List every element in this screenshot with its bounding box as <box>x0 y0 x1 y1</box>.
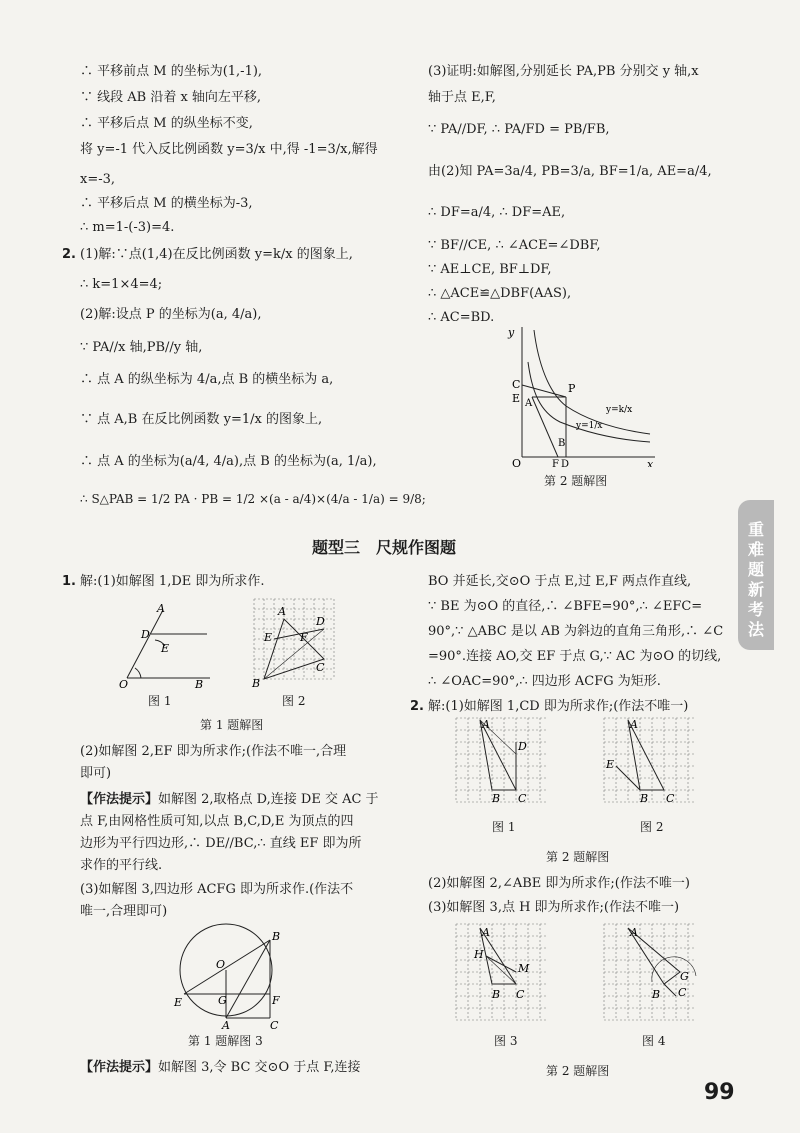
text-line: (2)如解图 2,∠ABE 即为所求作;(作法不唯一) <box>428 876 690 891</box>
label-B: B <box>558 438 566 449</box>
label-O: O <box>119 678 129 691</box>
text-line: ∵ BE 为⊙O 的直径,∴ ∠BFE=90°,∴ ∠EFC= <box>428 599 703 614</box>
label-D: D <box>141 628 150 641</box>
label-O: O <box>216 958 226 971</box>
text-line: 解:(1)如解图 1,DE 即为所求作. <box>80 574 265 589</box>
text-line: (3)如解图 3,四边形 ACFG 即为所求作.(作法不 <box>80 882 354 897</box>
label-D: D <box>316 615 325 628</box>
label-D: D <box>561 459 570 467</box>
label-A: A <box>222 1019 230 1030</box>
page-number: 99 <box>704 1080 735 1105</box>
fig1-caption: 图 1 <box>148 694 172 708</box>
text-line: (2)解:设点 P 的坐标为(a, 4/a), <box>80 307 262 322</box>
figure-2-grid <box>250 595 340 687</box>
label-A: A <box>630 926 638 939</box>
label-C: C <box>316 661 325 674</box>
label-B: B <box>492 988 501 1001</box>
label-E: E <box>264 631 273 644</box>
line-cg <box>664 984 676 996</box>
fig3-caption: 第 1 题解图 3 <box>188 1034 263 1048</box>
figure-caption: 第 1 题解图 <box>200 718 264 732</box>
label-y: y <box>508 326 515 339</box>
line-ab <box>226 940 270 1018</box>
figure-q2-4 <box>600 920 700 1028</box>
label-B: B <box>252 677 261 687</box>
text-line: ∴ 点 A 的纵坐标为 4/a,点 B 的横坐标为 a, <box>80 372 334 387</box>
question-number: 2. <box>62 247 76 262</box>
section-title: 题型三 尺规作图题 <box>312 538 457 557</box>
text-line: ∴ S△PAB = 1/2 PA · PB = 1/2 ×(a - a/4)×(4/a - 1/a) = 9/8; <box>80 492 426 506</box>
label-A: A <box>278 605 286 618</box>
label-H: H <box>474 948 484 961</box>
text-line: ∴ 点 A 的坐标为(a/4, 4/a),点 B 的坐标为(a, 1/a), <box>80 454 377 469</box>
label-A: A <box>630 718 638 731</box>
text-line: BO 并延长,交⊙O 于点 E,过 E,F 两点作直线, <box>428 574 692 589</box>
ray-oa <box>127 610 163 678</box>
text-line: 将 y=-1 代入反比例函数 y=3/x 中,得 -1=3/x,解得 <box>80 142 378 157</box>
text-line: ∵ BF//CE, ∴ ∠ACE=∠DBF, <box>428 238 601 253</box>
label-E: E <box>512 392 521 405</box>
label-A: A <box>482 718 490 731</box>
label-C: C <box>516 988 525 1001</box>
curve-k <box>534 330 650 434</box>
text-line: ∴ DF=a/4, ∴ DF=AE, <box>428 205 566 220</box>
text-line: 90°,∵ △ABC 是以 AB 为斜边的直角三角形,∴ ∠C <box>428 624 724 639</box>
side-tab-char: 题 <box>747 560 764 579</box>
arc <box>135 668 141 678</box>
hint-label: 【作法提示】 <box>80 792 159 807</box>
label-B: B <box>195 678 204 691</box>
label-f1: y=1/x <box>576 421 603 431</box>
graph-caption: 第 2 题解图 <box>544 474 608 488</box>
q2-fig3-caption: 图 3 <box>494 1034 518 1048</box>
text-line: 如解图 3,令 BC 交⊙O 于点 F,连接 <box>158 1060 361 1075</box>
q2-figure-caption-2: 第 2 题解图 <box>546 1064 610 1078</box>
label-F: F <box>272 994 280 1007</box>
text-line: 如解图 2,取格点 D,连接 DE 交 AC 于 <box>158 792 379 807</box>
figure-1-angle <box>115 600 215 692</box>
label-C: C <box>518 792 527 805</box>
fig2-caption: 图 2 <box>282 694 306 708</box>
label-O: O <box>512 457 522 467</box>
function-graph <box>500 322 660 467</box>
label-C: C <box>666 792 675 805</box>
label-B: B <box>652 988 661 1001</box>
label-A: A <box>157 602 165 615</box>
label-A: A <box>525 398 533 409</box>
text-line: ∴ 平移前点 M 的坐标为(1,-1), <box>80 64 263 79</box>
text-line: ∴ ∠OAC=90°,∴ 四边形 ACFG 为矩形. <box>428 674 661 689</box>
side-tab <box>738 500 774 650</box>
label-G: G <box>680 970 689 983</box>
text-line: ∴ AC=BD. <box>428 310 495 325</box>
label-B: B <box>492 792 501 805</box>
side-tab-char: 考 <box>747 600 764 619</box>
text-line: (3)如解图 3,点 H 即为所求作;(作法不唯一) <box>428 900 680 915</box>
side-tab-char: 法 <box>747 620 764 639</box>
side-tab-char: 重 <box>747 520 764 539</box>
q2-fig2-caption: 图 2 <box>640 820 664 834</box>
label-P: P <box>568 382 576 395</box>
text-line: ∵ PA//DF, ∴ PA/FD = PB/FB, <box>428 122 610 137</box>
label-B: B <box>640 792 649 805</box>
figure-3-circle <box>170 918 295 1030</box>
text-line: ∴ △ACE≌△DBF(AAS), <box>428 286 572 301</box>
text-line: 求作的平行线. <box>80 858 163 873</box>
text-line: 解:(1)如解图 1,CD 即为所求作;(作法不唯一) <box>428 699 689 714</box>
label-D: D <box>518 740 527 753</box>
figure-q2-3 <box>452 920 552 1028</box>
text-line: ∴ 平移后点 M 的横坐标为-3, <box>80 196 253 211</box>
label-C: C <box>512 378 521 391</box>
text-line: ∴ k=1×4=4; <box>80 277 163 292</box>
text-line: 唯一,合理即可) <box>80 904 168 919</box>
side-tab-char: 新 <box>747 580 764 599</box>
label-E: E <box>174 996 183 1009</box>
label-fk: y=k/x <box>606 405 633 415</box>
text-line: =90°.连接 AO,交 EF 于点 G,∵ AC 为⊙O 的切线, <box>428 649 722 664</box>
text-line: 即可) <box>80 766 112 781</box>
line-ad <box>532 397 558 457</box>
hint-label: 【作法提示】 <box>80 1060 159 1075</box>
label-C: C <box>270 1019 279 1030</box>
side-tab-char: 难 <box>747 540 764 559</box>
label-B: B <box>272 930 281 943</box>
label-M: M <box>518 962 530 975</box>
figure-q2-2 <box>600 714 700 814</box>
text-line: (3)证明:如解图,分别延长 PA,PB 分别交 y 轴,x <box>428 64 699 79</box>
q2-fig1-caption: 图 1 <box>492 820 516 834</box>
text-line: ∴ m=1-(-3)=4. <box>80 220 175 235</box>
text-line: ∵ 线段 AB 沿着 x 轴向左平移, <box>80 90 262 105</box>
text-line: ∵ AE⊥CE, BF⊥DF, <box>428 262 552 277</box>
arc <box>652 957 696 982</box>
q2-fig4-caption: 图 4 <box>642 1034 666 1048</box>
label-F: F <box>300 631 308 644</box>
text-line: (1)解:∵点(1,4)在反比例函数 y=k/x 的图象上, <box>80 247 353 262</box>
label-G: G <box>218 994 227 1007</box>
text-line: x=-3, <box>80 172 116 187</box>
question-number: 2. <box>410 699 424 714</box>
label-E: E <box>606 758 615 771</box>
diameter-be <box>184 940 270 994</box>
label-x: x <box>647 458 654 467</box>
line-ef <box>274 629 324 639</box>
text-line: 点 F,由网格性质可知,以点 B,C,D,E 为顶点的四 <box>80 814 354 829</box>
figure-q2-1 <box>452 714 552 814</box>
text-line: ∵ 点 A,B 在反比例函数 y=1/x 的图象上, <box>80 412 323 427</box>
label-E: E <box>161 642 170 655</box>
text-line: 边形为平行四边形,∴ DE//BC,∴ 直线 EF 即为所 <box>80 836 362 851</box>
text-line: ∴ 平移后点 M 的纵坐标不变, <box>80 116 253 131</box>
text-line: (2)如解图 2,EF 即为所求作;(作法不唯一,合理 <box>80 744 347 759</box>
text-line: 轴于点 E,F, <box>428 90 496 105</box>
label-C: C <box>678 986 687 999</box>
q2-figure-caption: 第 2 题解图 <box>546 850 610 864</box>
label-F: F <box>552 459 559 467</box>
question-number: 1. <box>62 574 76 589</box>
text-line: 由(2)知 PA=3a/4, PB=3/a, BF=1/a, AE=a/4, <box>428 164 712 179</box>
text-line: ∵ PA//x 轴,PB//y 轴, <box>80 340 203 355</box>
line-ce <box>522 385 566 397</box>
label-A: A <box>482 926 490 939</box>
